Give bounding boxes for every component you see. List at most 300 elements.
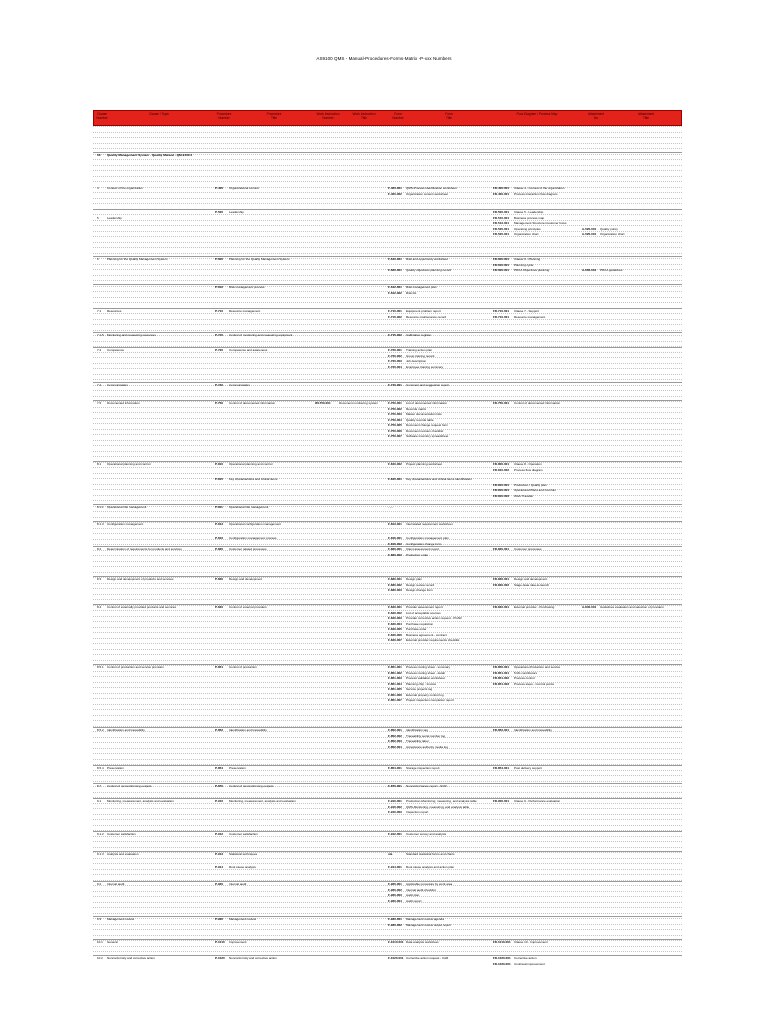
procedure-title: Control of monitoring and measuring equipment xyxy=(229,333,293,337)
table-row xyxy=(93,962,682,967)
procedure-number: P-820 xyxy=(215,547,224,551)
procedure-title: Operational configuration management xyxy=(229,522,281,526)
form-title: Master documentation lists xyxy=(406,412,442,416)
procedure-number: P-913 xyxy=(215,852,224,856)
clause-title: Control of externally provided products and services xyxy=(107,605,177,609)
table-row xyxy=(93,852,682,857)
grid-line xyxy=(93,242,682,243)
form-number: F-710-002 xyxy=(388,314,402,319)
form-number: F-910-001 xyxy=(388,799,402,803)
form-number: F-840-002 xyxy=(388,610,402,615)
table-row xyxy=(93,745,682,750)
procedure-number: P-715 xyxy=(215,333,224,337)
form-title: Internal audit checklist xyxy=(406,887,436,892)
grid-line xyxy=(93,280,682,281)
flow-number: FD-851-003 xyxy=(493,681,510,686)
form-number: F-870-001 xyxy=(388,784,402,788)
form-number: n/a xyxy=(388,852,393,856)
form-number: F-852-003 xyxy=(388,739,402,743)
form-number: F-1020-001 xyxy=(388,956,404,960)
grid-line xyxy=(93,929,682,930)
flow-number: FD-850-001 xyxy=(493,665,510,669)
procedure-number: P-920 xyxy=(215,882,224,886)
flow-title: Operations-Production and service xyxy=(514,665,561,669)
form-title: Production-Monitoring, measuring, and analysis table xyxy=(406,799,477,803)
flow-number: FD-800-001 xyxy=(493,462,510,466)
form-title: Management review agenda xyxy=(406,917,444,921)
grid-line xyxy=(93,781,682,782)
form-title: Root cause analysis and action plan xyxy=(406,865,455,869)
form-title: Organization context worksheet xyxy=(406,191,449,196)
procedure-number: P-740 xyxy=(215,383,224,387)
header-clause-topic: Clause / Topic xyxy=(149,112,169,116)
procedure-number: P-810 xyxy=(215,462,224,466)
table-row xyxy=(93,940,682,945)
grid-line xyxy=(93,456,682,457)
form-number: F-1010-001 xyxy=(388,940,404,944)
table-row xyxy=(93,923,682,928)
grid-line xyxy=(93,654,682,655)
form-title: Risk list xyxy=(406,290,417,295)
section-divider xyxy=(93,152,682,153)
form-number: F-612-001 xyxy=(388,285,402,289)
attachment-number: A-520-001 xyxy=(582,232,597,236)
flow-title: Management Structure-Customer focus xyxy=(514,221,567,225)
table-row xyxy=(93,468,682,473)
form-number: F-851-003 xyxy=(388,676,402,680)
procedure-title: Nonconformity and corrective action xyxy=(229,956,277,960)
grid-line xyxy=(93,792,682,793)
grid-line xyxy=(93,137,682,138)
grid-line xyxy=(93,566,682,567)
form-number: F-610-001 xyxy=(388,257,402,261)
form-number: F-910-003 xyxy=(388,810,402,814)
form-number: F-740-001 xyxy=(388,383,402,387)
clause-title: Preservation xyxy=(107,766,124,770)
table-row xyxy=(93,333,682,338)
grid-line xyxy=(93,874,682,875)
grid-line xyxy=(93,181,682,182)
header-attachment-title: Attachment Title xyxy=(637,112,655,121)
form-title: Resource maintenance record xyxy=(406,314,447,319)
table-row xyxy=(93,315,682,320)
flow-number: FD-710-001 xyxy=(493,309,510,313)
flow-number: FD-840-001 xyxy=(493,605,510,609)
form-number: F-620-001 xyxy=(388,268,402,272)
grid-line xyxy=(93,951,682,952)
clause-number: 9.1.2 xyxy=(97,832,104,836)
grid-line xyxy=(93,132,682,133)
procedure-number: P-600 xyxy=(215,257,224,261)
grid-line xyxy=(93,599,682,600)
form-title: Business agreement - contract xyxy=(406,632,447,637)
flow-title: Resource management xyxy=(514,314,546,319)
procedure-number: P-1020 xyxy=(215,956,225,960)
procedure-number: P-750 xyxy=(215,401,224,405)
clause-number: 8.5.1 xyxy=(97,665,104,669)
flow-number: FD-750-001 xyxy=(493,401,510,405)
form-title: Planning chip - Invoice xyxy=(406,681,437,686)
clause-number: 8.5.2 xyxy=(97,728,104,732)
flow-number: FD-1010-001 xyxy=(493,940,511,944)
flow-title: Clause 8 - Operation xyxy=(514,462,542,466)
form-number: F-830-003 xyxy=(388,588,402,592)
form-title: Traceability label xyxy=(406,739,429,743)
flow-number: FD-830-001 xyxy=(493,577,510,581)
grid-line xyxy=(93,715,682,716)
form-number: F-840-007 xyxy=(388,638,402,642)
form-number: F-816-001 xyxy=(388,536,402,540)
form-number: F-851-002 xyxy=(388,670,402,675)
flow-title: Production / Quality plan xyxy=(514,482,547,487)
table-row xyxy=(93,494,682,499)
form-number: F-750-004 xyxy=(388,417,402,422)
flow-number: FD-400-001 xyxy=(493,186,510,190)
procedure-title: Resource management xyxy=(229,309,261,313)
form-title: Configuration management plan xyxy=(406,536,449,540)
procedure-number: P-852 xyxy=(215,728,224,732)
flow-number: FD-1020-001 xyxy=(493,956,511,960)
grid-line xyxy=(93,126,682,127)
clause-title: Customer satisfaction xyxy=(107,832,136,836)
grid-line xyxy=(93,819,682,820)
wi-number: WI-750-001 xyxy=(315,401,331,405)
form-title: Key characteristics and critical items identification xyxy=(406,477,472,481)
clause-number: 8.1 xyxy=(97,462,102,466)
grid-line xyxy=(93,341,682,342)
procedure-title: Control of external providers xyxy=(229,605,267,609)
flow-title: PDCA Objectives planning xyxy=(514,268,550,272)
grid-line xyxy=(93,753,682,754)
table-row xyxy=(93,268,682,273)
form-title: Identification tag xyxy=(406,728,428,732)
grid-line xyxy=(93,907,682,908)
qms-number: 00 xyxy=(97,153,101,157)
form-number: F-750-007 xyxy=(388,434,402,438)
header-form-title: Form Title xyxy=(445,112,453,121)
form-number: F-910-002 xyxy=(388,804,402,809)
clause-number: 9.1 xyxy=(97,799,102,803)
form-number: F-854-001 xyxy=(388,766,402,770)
clause-number: 7.1 xyxy=(97,309,102,313)
clause-title: Management review xyxy=(107,917,135,921)
flow-number: FD-810-003 xyxy=(493,493,510,498)
form-title: Software inventory spreadsheet xyxy=(406,434,449,438)
form-title: Comment and suggestion report xyxy=(406,383,449,387)
form-number: F-851-001 xyxy=(388,665,402,669)
table-row xyxy=(93,553,682,558)
form-number: F-612-002 xyxy=(388,290,402,295)
flow-number: FD-810-001 xyxy=(493,482,510,487)
grid-line xyxy=(93,528,682,529)
form-number: F-920-001 xyxy=(388,882,402,886)
procedure-number: P-914 xyxy=(215,865,224,869)
flow-title: Work Traveller xyxy=(514,493,534,498)
flow-title: Design and development xyxy=(514,577,548,581)
form-title: Data analysis worksheet xyxy=(406,940,439,944)
table-header xyxy=(93,110,682,126)
procedure-title: Configuration management process xyxy=(229,536,277,540)
form-number: F-720-004 xyxy=(388,364,402,369)
form-title: Job description xyxy=(406,359,427,363)
flow-number: FD-820-001 xyxy=(493,547,510,551)
flow-number: FD-810-002 xyxy=(493,467,510,472)
form-number: F-813-001 xyxy=(388,522,402,526)
flow-number: FD-900-001 xyxy=(493,799,510,803)
clause-title: Design and development of products and services xyxy=(107,577,174,581)
procedure-title: Preservation xyxy=(229,766,246,770)
form-title: Project inspection completion report xyxy=(406,698,454,702)
form-number: F-840-005 xyxy=(388,627,402,631)
grid-line xyxy=(93,913,682,914)
flow-title: Clause 9 - Performance evaluation xyxy=(514,799,561,803)
table-row xyxy=(93,232,682,237)
grid-line xyxy=(93,396,682,397)
procedure-number: P-811 xyxy=(215,505,223,509)
form-title: Acceptance authority media log xyxy=(406,744,448,749)
table-row xyxy=(93,588,682,593)
grid-line xyxy=(93,176,682,177)
clause-title: Monitoring and measuring resources xyxy=(107,333,156,337)
attachment-number: A-600-001 xyxy=(582,268,597,272)
grid-line xyxy=(93,143,682,144)
form-number: F-920-002 xyxy=(388,887,402,892)
flow-title: Operational Plans and Controls xyxy=(514,488,556,492)
clause-title: Leadership xyxy=(107,215,122,220)
procedure-title: Planning for the Quality Management System xyxy=(229,257,290,261)
form-number: F-750-006 xyxy=(388,428,402,433)
attachment-title: Organization chart xyxy=(600,232,625,236)
grid-line xyxy=(93,704,682,705)
clause-title: Analysis and evaluation xyxy=(107,852,139,856)
document-title: AS9100 QMS - Manual-Procedures-Forms-Matrix -P-xxx Numbers xyxy=(316,56,452,61)
form-number: - - - xyxy=(388,505,393,509)
form-title: Design plan xyxy=(406,577,422,581)
form-title: Process routing sheet - detail xyxy=(406,670,445,675)
header-flow-diagram: Flow Diagram / Process Map xyxy=(516,112,558,116)
flow-number: FD-400-001 xyxy=(493,191,510,196)
grid-line xyxy=(93,946,682,947)
flow-title: Stage-Gate idea-to-launch xyxy=(514,582,550,587)
clause-number: 10.1 xyxy=(97,940,103,944)
form-number: F-914-001 xyxy=(388,865,402,869)
grid-line xyxy=(93,775,682,776)
flow-number: FD-520-001 xyxy=(493,226,510,231)
form-number: F-840-004 xyxy=(388,621,402,626)
attachment-title: Quality policy xyxy=(600,226,618,231)
form-title: Document change request form xyxy=(406,423,449,427)
clause-title: Competence xyxy=(107,348,125,352)
grid-line xyxy=(93,500,682,501)
flow-title: Organization chart xyxy=(514,232,539,236)
form-number: F-750-003 xyxy=(388,412,402,416)
form-number: F-851-005 xyxy=(388,687,402,691)
procedure-number: P-710 xyxy=(215,309,224,313)
form-title: Storage inspection report xyxy=(406,766,440,770)
form-title: Interrelated requirement worksheet xyxy=(406,522,453,526)
table-row xyxy=(93,291,682,296)
grid-line xyxy=(93,198,682,199)
header-attachment-number: Attachment No xyxy=(587,112,605,121)
procedure-title: Customer satisfaction xyxy=(229,832,258,836)
table-row xyxy=(93,505,682,510)
procedure-title: Communication xyxy=(229,383,250,387)
form-title: Records matrix xyxy=(406,406,427,411)
clause-number: 7.2 xyxy=(97,348,102,352)
grid-line xyxy=(93,847,682,848)
form-number: F-851-004 xyxy=(388,681,402,686)
grid-line xyxy=(93,390,682,391)
form-number: F-815-001 xyxy=(388,477,402,481)
flow-number: FD-500-001 xyxy=(493,210,510,214)
procedure-number: P-870 xyxy=(215,784,224,788)
table-row xyxy=(93,899,682,904)
form-title: Provider corrective action request - PCAR xyxy=(406,616,462,620)
procedure-number: P-813 xyxy=(215,522,224,526)
grid-line xyxy=(93,709,682,710)
clause-title: Operational risk management xyxy=(107,505,147,509)
flow-title: Clause 4 - Context of the organization xyxy=(514,186,565,190)
grid-line xyxy=(93,170,682,171)
grid-line xyxy=(93,148,682,149)
flow-number: FD-810-001 xyxy=(493,488,510,492)
grid-line xyxy=(93,374,682,375)
form-number: F-720-001 xyxy=(388,348,402,352)
form-number: F-852-004 xyxy=(388,744,402,749)
grid-line xyxy=(93,330,682,331)
clause-number: 7.5 xyxy=(97,401,102,405)
grid-line xyxy=(93,649,682,650)
header-procedure-title: Procedure Title xyxy=(266,112,282,121)
flow-title: Planning cycle xyxy=(514,262,534,267)
grid-line xyxy=(93,379,682,380)
procedure-title: Control of documented information xyxy=(229,401,276,405)
flow-title: External provider - Purchasing xyxy=(514,605,555,609)
grid-line xyxy=(93,324,682,325)
form-title: Audit report xyxy=(406,898,422,903)
grid-line xyxy=(93,159,682,160)
flow-title: Continual improvement xyxy=(514,961,545,966)
flow-number: FD-610-001 xyxy=(493,262,510,267)
form-title: Document revision checklist xyxy=(406,428,444,433)
flow-number: FD-851-001 xyxy=(493,670,510,675)
clause-number: 10.2 xyxy=(97,956,103,960)
table-row xyxy=(93,784,682,789)
form-number: F-820-002 xyxy=(388,552,402,557)
form-number: F-912-001 xyxy=(388,832,402,836)
form-title: External property control log xyxy=(406,692,444,697)
form-title: Risk and opportunity worksheet xyxy=(406,257,448,261)
form-title: Quality objectives planning record xyxy=(406,268,452,272)
procedure-number: P-854 xyxy=(215,766,224,770)
procedure-title: Monitoring, measurement, analysis and evaluation xyxy=(229,799,296,803)
attachment-title: PDCA guidelines xyxy=(600,268,623,272)
grid-line xyxy=(93,297,682,298)
flow-title: 5 Ms contributors xyxy=(514,670,538,675)
form-title: Design review record xyxy=(406,582,435,587)
clause-number: 8.3 xyxy=(97,577,102,581)
procedure-title: Management review xyxy=(229,917,257,921)
form-title: Service projects log xyxy=(406,687,433,691)
procedure-title: Competence and awareness xyxy=(229,348,268,352)
procedure-number: P-912 xyxy=(215,832,224,836)
clause-number: 8.1.1 xyxy=(97,505,104,509)
flow-number: FD-830-002 xyxy=(493,582,510,587)
form-title: Project planning worksheet xyxy=(406,462,443,466)
clause-number: 4 xyxy=(97,186,99,190)
flow-number: FD-851-002 xyxy=(493,676,510,680)
form-title: List of documented information xyxy=(406,401,448,405)
clause-title: Control of nonconforming outputs xyxy=(107,784,152,788)
flow-title: Customer processes xyxy=(514,547,542,551)
form-title: Risk management plan xyxy=(406,285,437,289)
table-row xyxy=(93,365,682,370)
clause-title: General xyxy=(107,940,118,944)
clause-title: Control of production and service provision xyxy=(107,665,164,669)
clause-title: Determination of requirements for products and services xyxy=(107,547,182,551)
procedure-number: P-400 xyxy=(215,186,224,190)
flow-title: Clause 5 - Leadership xyxy=(514,210,544,214)
clause-number: 7.1.5 xyxy=(97,333,104,337)
form-number: F-930-001 xyxy=(388,917,402,921)
grid-line xyxy=(93,858,682,859)
grid-line xyxy=(93,451,682,452)
grid-line xyxy=(93,165,682,166)
form-title: Equipment problem report xyxy=(406,309,441,313)
grid-line xyxy=(93,247,682,248)
clause-number: 8.5.4 xyxy=(97,766,104,770)
grid-line xyxy=(93,660,682,661)
grid-line xyxy=(93,759,682,760)
grid-line xyxy=(93,533,682,534)
procedure-number: P-830 xyxy=(215,577,224,581)
table-row xyxy=(93,766,682,771)
procedure-title: Key characteristics and critical items xyxy=(229,477,278,481)
procedure-title: Organizational context xyxy=(229,186,259,190)
form-title: Employee training summary xyxy=(406,364,444,369)
wi-title: Document numbering system xyxy=(339,401,379,405)
clause-number: 8.7 xyxy=(97,784,102,788)
clause-number: 8.1.3 xyxy=(97,522,104,526)
flow-title: Identification and traceability xyxy=(514,728,552,732)
grid-line xyxy=(93,517,682,518)
flow-number: FD-510-001 xyxy=(493,215,510,220)
clause-title: Monitoring, measurement, analysis and evaluation xyxy=(107,799,174,803)
table-row xyxy=(93,522,682,527)
table-row xyxy=(93,383,682,388)
form-title: Configuration change form xyxy=(406,541,442,546)
clause-number: 8.4 xyxy=(97,605,102,609)
form-title: Traceability serial number log xyxy=(406,733,446,738)
form-number: F-820-001 xyxy=(388,547,402,551)
flow-title: Process interaction flow diagram xyxy=(514,191,558,196)
table-row xyxy=(93,832,682,837)
grid-line xyxy=(93,572,682,573)
clause-number: 9.2 xyxy=(97,882,102,886)
form-title: QMS-Process identification worksheet xyxy=(406,186,457,190)
grid-line xyxy=(93,594,682,595)
flow-number: FD-512-001 xyxy=(493,221,510,225)
clause-title: Internal audit xyxy=(107,882,125,886)
procedure-title: Control of nonconforming outputs xyxy=(229,784,274,788)
table-row xyxy=(93,638,682,643)
flow-number: FD-852-001 xyxy=(493,728,510,732)
form-title: Audit plan xyxy=(406,893,420,897)
form-title: Applicable procedure by work area xyxy=(406,882,453,886)
flow-title: Control of documented information xyxy=(514,401,561,405)
flow-number: FD-620-001 xyxy=(493,268,510,272)
procedure-title: Internal audit xyxy=(229,882,247,886)
